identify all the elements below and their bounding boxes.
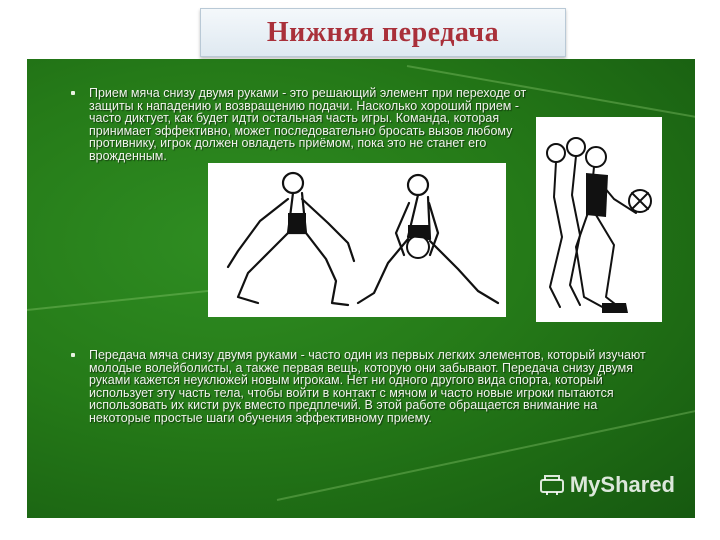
- title-box: [200, 8, 566, 57]
- illustration-two-players: [208, 163, 506, 317]
- myshared-watermark: [539, 472, 675, 498]
- illustration-player-sequence: [536, 117, 662, 322]
- watermark-text: MyShared: [569, 472, 675, 497]
- slide-content: [27, 59, 695, 518]
- bullet-icon: [71, 91, 75, 95]
- paragraph-reception: Прием мяча снизу двумя руками - это решающий элемент при переходе от защиты к нападению и возвращению подачи. Насколько хороший прием - часто диктует, как будет идти остальная часть игры. Команда, которая принимает эффективно, может последовательно бросать вызов любому противнику, игрок должен овладеть приёмом, пока это не станет его врожденным.: [89, 86, 527, 163]
- myshared-logo-icon: [539, 474, 565, 496]
- paragraph-passing: Передача мяча снизу двумя руками - часто один из первых легких элементов, который изучают молодые волейболисты, а также первая вещь, которую они забывают. Передача снизу двумя руками кажется неуклюжей новым игрокам. Нет ни одного другого вида спорта, который использует эту часть тела, чтобы войти в контакт с мячом и часто новые игроки пытаются использовать их кисти рук вместо предплечий. В этой работе обращается внимание на некоторые простые шаги обучения эффективному приему.: [89, 348, 646, 425]
- players-drawing: [208, 163, 506, 317]
- sequence-drawing: [536, 117, 662, 322]
- slide-title: Нижняя передача: [266, 16, 500, 48]
- bullet-icon: [71, 353, 75, 357]
